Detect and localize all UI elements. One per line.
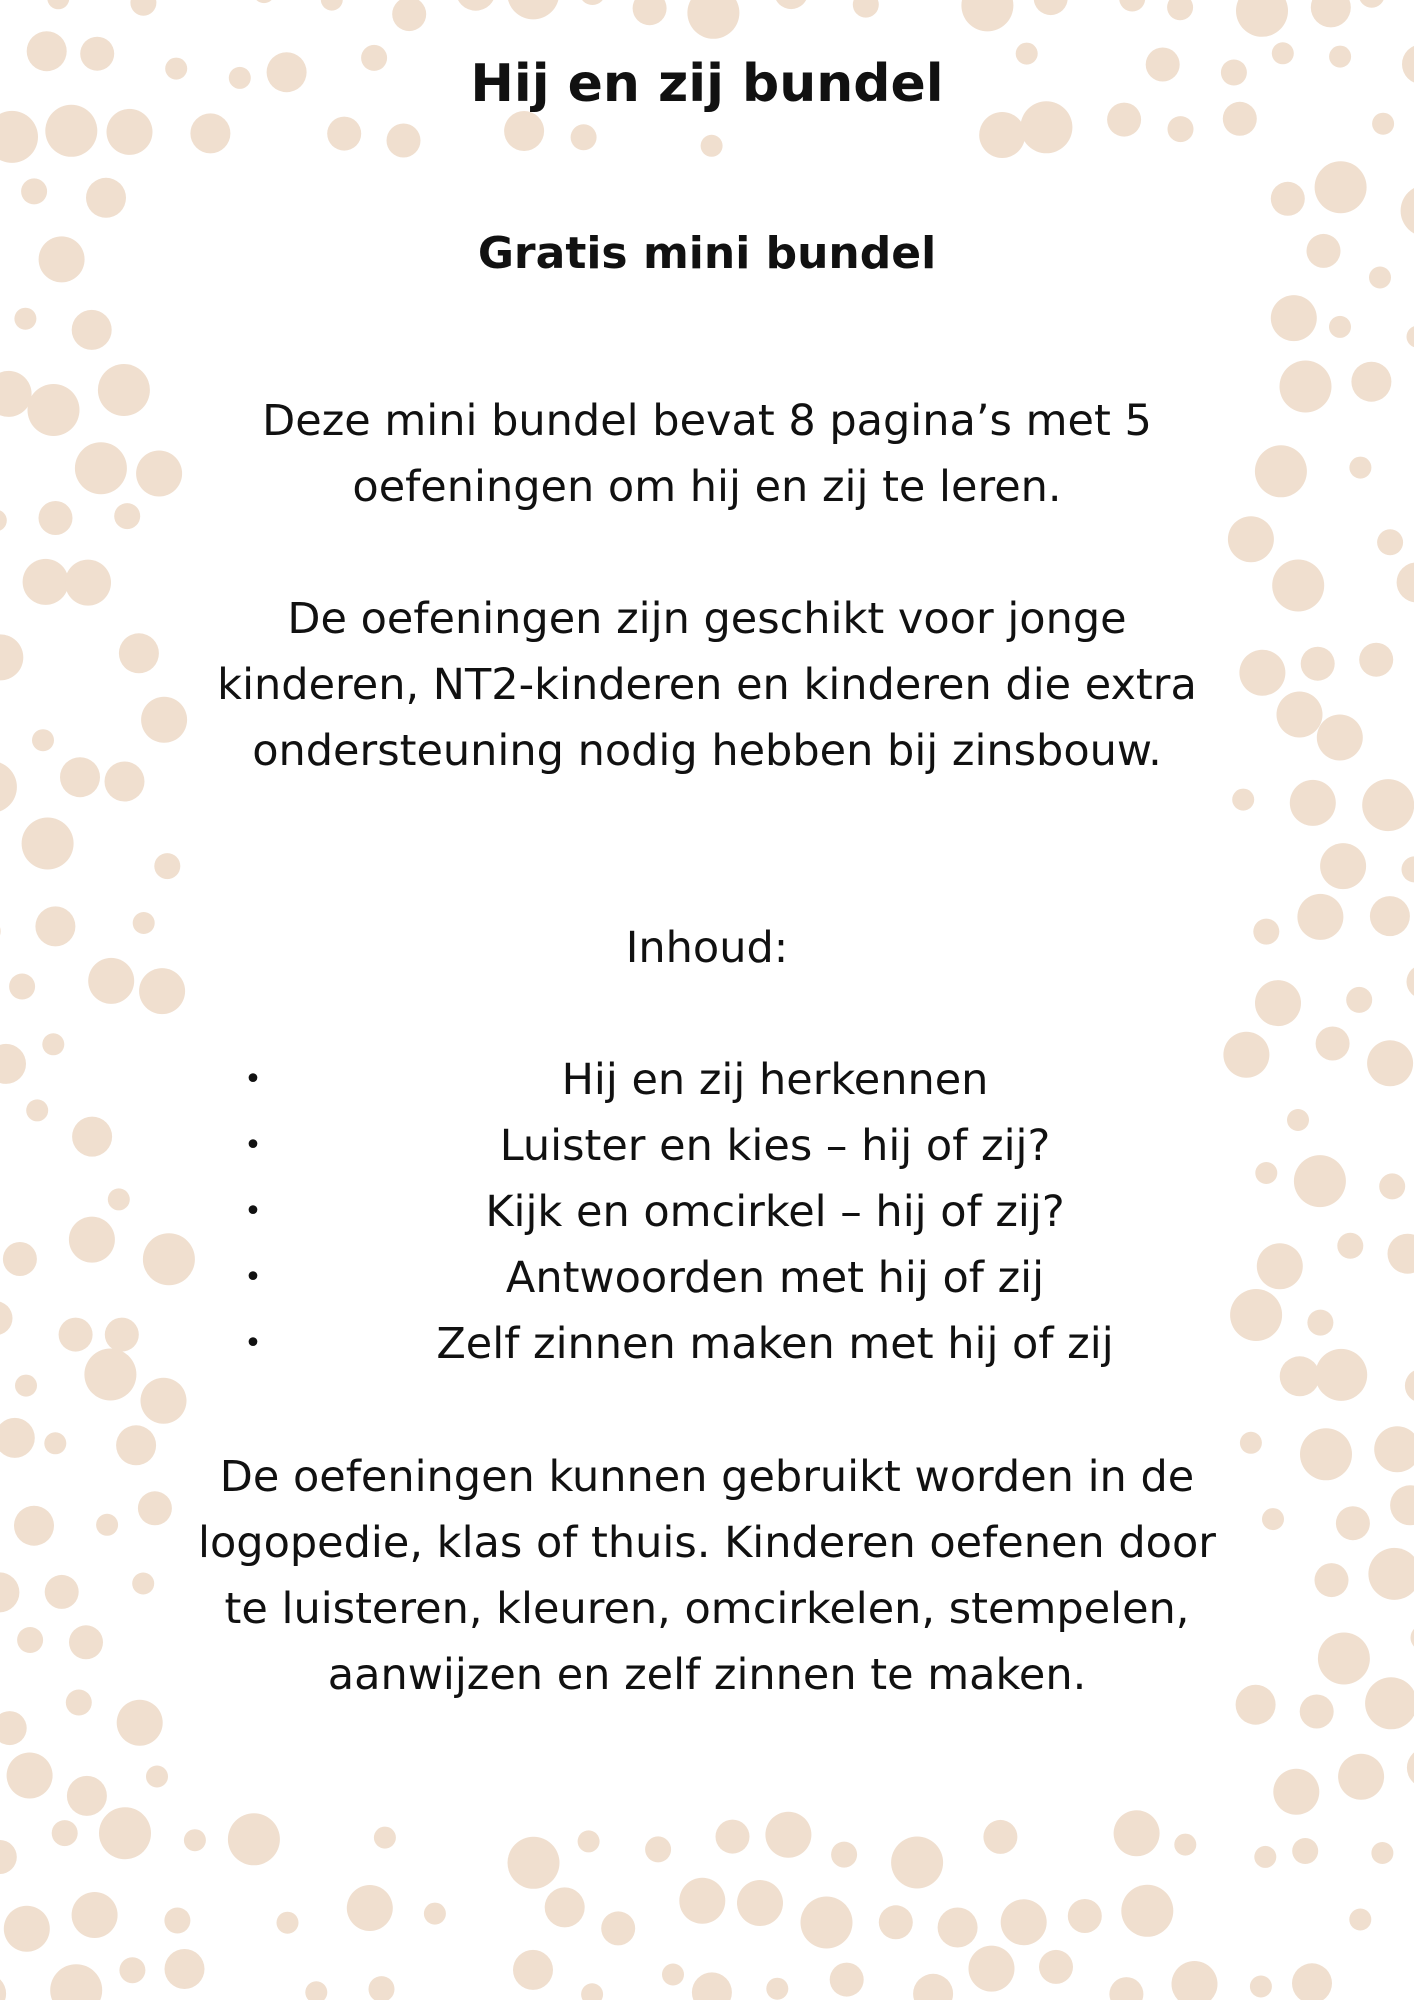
bullet-icon: • [244, 1128, 262, 1163]
list-item-label: Luister en kies – hij of zij? [499, 1121, 1051, 1171]
contents-list [230, 1047, 1260, 1377]
contents-heading: Inhoud: [625, 923, 789, 973]
list-item-label: Hij en zij herkennen [561, 1055, 989, 1105]
list-item-label: Zelf zinnen maken met hij of zij [436, 1319, 1114, 1369]
page-subtitle: Gratis mini bundel [477, 228, 937, 279]
usage-paragraph: De oefeningen kunnen gebruikt worden in de logopedie, klas of thuis. Kinderen oefenen door te luisteren, kleuren, omcirkelen, stempelen, aanwijzen en zelf zinnen te maken. [198, 1452, 1216, 1700]
suitability-paragraph: De oefeningen zijn geschikt voor jonge kinderen, NT2-kinderen en kinderen die extra ondersteuning nodig hebben bij zinsbouw. [217, 594, 1197, 776]
list-item [230, 1179, 1260, 1245]
bullet-icon: • [244, 1062, 262, 1097]
list-item [230, 1113, 1260, 1179]
list-item [230, 1245, 1260, 1311]
page-title: Hij en zij bundel [470, 54, 944, 114]
bullet-icon: • [244, 1194, 262, 1229]
list-item-label: Kijk en omcirkel – hij of zij? [485, 1187, 1065, 1237]
list-item-label: Antwoorden met hij of zij [505, 1253, 1045, 1303]
list-item [230, 1047, 1260, 1113]
bullet-icon: • [244, 1260, 262, 1295]
intro-paragraph: Deze mini bundel bevat 8 pagina’s met 5 oefeningen om hij en zij te leren. [262, 396, 1152, 512]
list-item [230, 1311, 1260, 1377]
bullet-icon: • [244, 1326, 262, 1361]
